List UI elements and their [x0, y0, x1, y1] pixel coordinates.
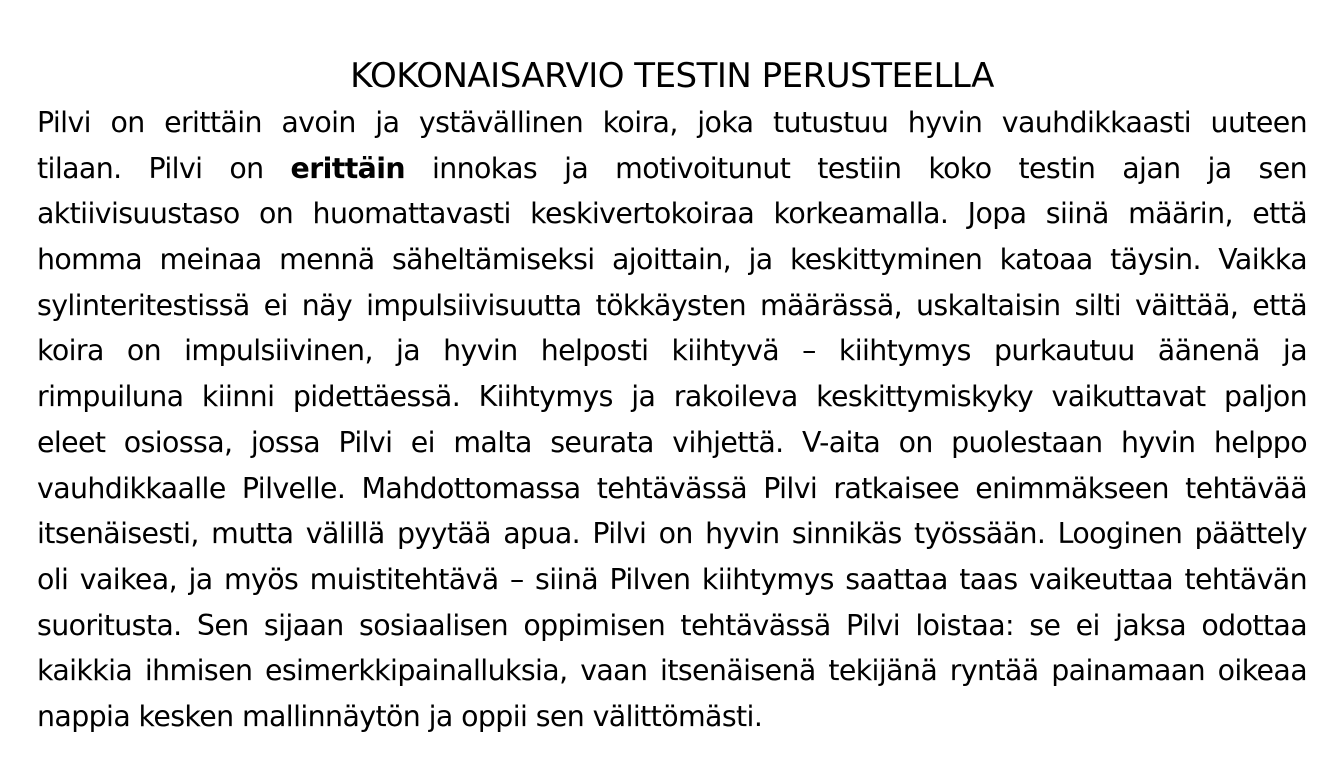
paragraph-line: aktiivisuustaso on huomattavasti keskivertokoiraa korkeamalla. Jopa siinä määrin, että: [37, 197, 1307, 231]
paragraph-line: eleet osiossa, jossa Pilvi ei malta seurata vihjettä. V-aita on puolestaan hyvin helppo: [37, 425, 1307, 459]
paragraph-line: oli vaikea, ja myös muistitehtävä – siinä Pilven kiihtymys saattaa taas vaikeuttaa tehtävän: [37, 562, 1307, 596]
line-text: innokas ja motivoitunut testiin koko testin ajan ja sen: [404, 151, 1307, 185]
paragraph-line: suoritusta. Sen sijaan sosiaalisen oppimisen tehtävässä Pilvi loistaa: se ei jaksa odottaa: [37, 608, 1307, 642]
paragraph-line: koira on impulsiivinen, ja hyvin helposti kiihtyvä – kiihtymys purkautuu äänenä ja: [37, 334, 1307, 368]
paragraph-line: itsenäisesti, mutta välillä pyytää apua. Pilvi on hyvin sinnikäs työssään. Looginen päättely: [37, 517, 1307, 551]
assessment-paragraph: [37, 100, 1307, 740]
paragraph-line: sylinteritestissä ei näy impulsiivisuutta tökkäysten määrässä, uskaltaisin silti väittää, että: [37, 288, 1307, 322]
page-title: KOKONAISARVIO TESTIN PERUSTEELLA: [350, 56, 994, 96]
emphasized-word: erittäin: [290, 151, 405, 185]
paragraph-line: vauhdikkaalle Pilvelle. Mahdottomassa tehtävässä Pilvi ratkaisee enimmäkseen tehtävää: [37, 471, 1307, 505]
paragraph-line: nappia kesken mallinnäytön ja oppii sen välittömästi.: [37, 699, 763, 733]
paragraph-line: [37, 146, 1307, 192]
line-text: tilaan. Pilvi on: [37, 151, 291, 185]
paragraph-line: Pilvi on erittäin avoin ja ystävällinen koira, joka tutustuu hyvin vauhdikkaasti uuteen: [37, 106, 1307, 139]
paragraph-line: rimpuiluna kiinni pidettäessä. Kiihtymys ja rakoileva keskittymiskyky vaikuttavat paljon: [37, 380, 1307, 414]
paragraph-line: homma meinaa mennä säheltämiseksi ajoittain, ja keskittyminen katoaa täysin. Vaikka: [37, 243, 1307, 277]
paragraph-line: kaikkia ihmisen esimerkkipainalluksia, vaan itsenäisenä tekijänä ryntää painamaan oikeaa: [37, 654, 1307, 688]
